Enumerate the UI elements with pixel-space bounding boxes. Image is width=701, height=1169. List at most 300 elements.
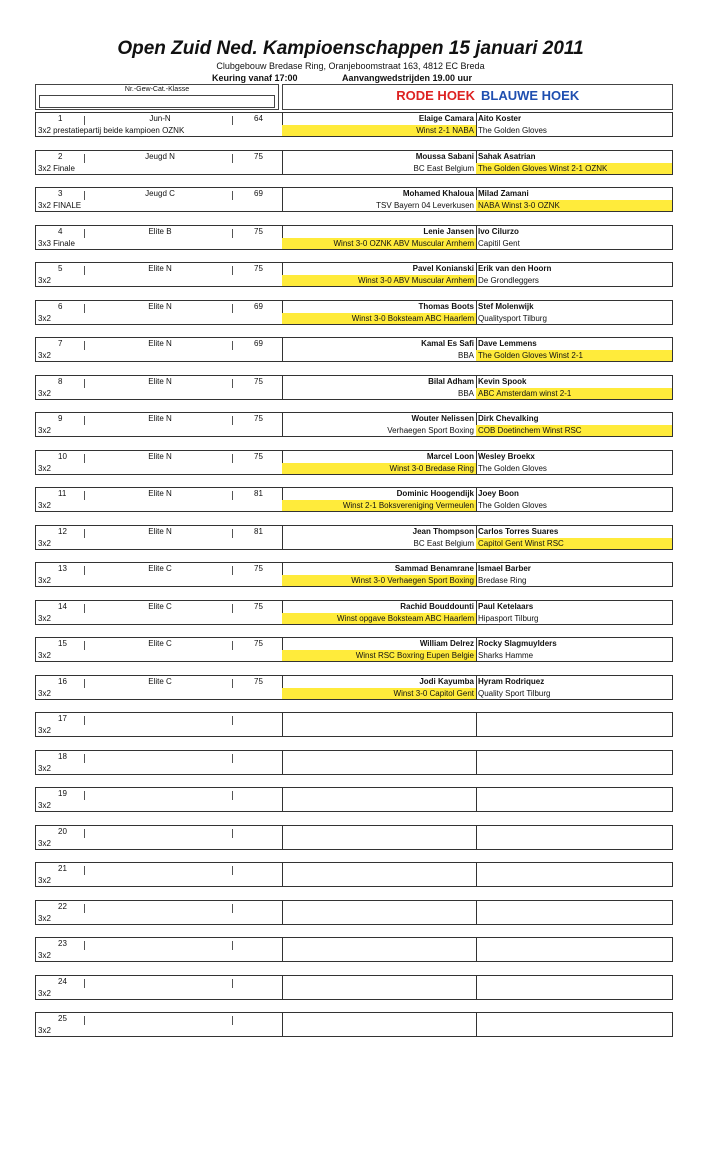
bout-number: 7 bbox=[58, 339, 63, 348]
red-corner-cell bbox=[282, 526, 477, 549]
divider-mark bbox=[232, 679, 233, 688]
bout-format: 3x2 Finale bbox=[38, 164, 75, 173]
bout-info-cell bbox=[36, 788, 283, 811]
bout-row bbox=[35, 937, 673, 962]
bout-number: 20 bbox=[58, 827, 67, 836]
red-corner-cell bbox=[282, 901, 477, 924]
divider-mark bbox=[232, 604, 233, 613]
red-boxer-name: Kamal Es Safi bbox=[421, 339, 474, 348]
blue-boxer-name: Wesley Broekx bbox=[478, 452, 535, 461]
bout-info-cell bbox=[36, 638, 283, 661]
blue-boxer-club bbox=[476, 800, 480, 811]
red-corner-cell bbox=[282, 413, 477, 436]
red-corner-cell bbox=[282, 263, 477, 286]
bout-row bbox=[35, 900, 673, 925]
divider-mark bbox=[84, 491, 85, 500]
bout-row bbox=[35, 600, 673, 625]
blue-boxer-club: De Grondleggers bbox=[478, 276, 539, 285]
bout-info-cell bbox=[36, 451, 283, 474]
red-boxer-club: Winst 3-0 OZNK ABV Muscular Arnhem bbox=[282, 238, 476, 249]
divider-mark bbox=[84, 866, 85, 875]
red-corner-cell bbox=[282, 1013, 477, 1036]
bout-info-cell bbox=[36, 713, 283, 736]
bout-category: Elite N bbox=[148, 489, 172, 498]
red-boxer-name: Marcel Loon bbox=[426, 452, 474, 461]
bout-info-cell bbox=[36, 1013, 283, 1036]
bout-number: 23 bbox=[58, 939, 67, 948]
divider-mark bbox=[84, 1016, 85, 1025]
red-boxer-club: BC East Belgium bbox=[413, 539, 474, 548]
blue-boxer-name: Paul Ketelaars bbox=[478, 602, 534, 611]
divider-mark bbox=[232, 866, 233, 875]
divider-mark bbox=[84, 229, 85, 238]
bout-category: Elite N bbox=[148, 302, 172, 311]
bout-format: 3x2 bbox=[38, 1026, 51, 1035]
columns-label: Nr.-Gew-Cat.-Klasse bbox=[124, 86, 190, 93]
bout-category: Jeugd N bbox=[145, 152, 175, 161]
bout-number: 25 bbox=[58, 1014, 67, 1023]
bout-format: 3x2 bbox=[38, 951, 51, 960]
bout-info-cell bbox=[36, 188, 283, 211]
divider-mark bbox=[84, 641, 85, 650]
red-corner-cell bbox=[282, 751, 477, 774]
bout-row bbox=[35, 862, 673, 887]
bout-number: 6 bbox=[58, 302, 63, 311]
bout-format: 3x3 Finale bbox=[38, 239, 75, 248]
bout-info-cell bbox=[36, 601, 283, 624]
red-corner-cell bbox=[282, 638, 477, 661]
bout-category: Elite N bbox=[148, 264, 172, 273]
red-corner-cell bbox=[282, 601, 477, 624]
bout-number: 16 bbox=[58, 677, 67, 686]
divider-mark bbox=[84, 116, 85, 125]
bout-category: Elite C bbox=[148, 677, 172, 686]
blue-boxer-name: Dirk Chevalking bbox=[478, 414, 539, 423]
blue-boxer-club: Capitil Gent bbox=[478, 239, 520, 248]
bout-info-cell bbox=[36, 413, 283, 436]
blue-boxer-name: Rocky Slagmuylders bbox=[478, 639, 557, 648]
red-boxer-club: BC East Belgium bbox=[413, 164, 474, 173]
bout-info-cell bbox=[36, 226, 283, 249]
bout-weight: 75 bbox=[254, 377, 263, 386]
divider-mark bbox=[232, 229, 233, 238]
red-boxer-name: Lenie Jansen bbox=[423, 227, 474, 236]
red-boxer-name: Elaige Camara bbox=[418, 114, 474, 123]
bout-format: 3x2 bbox=[38, 464, 51, 473]
blue-boxer-club bbox=[476, 1025, 480, 1036]
red-boxer-club: Verhaegen Sport Boxing bbox=[387, 426, 474, 435]
blue-boxer-club bbox=[476, 838, 480, 849]
divider-mark bbox=[232, 979, 233, 988]
bout-number: 17 bbox=[58, 714, 67, 723]
bout-weight: 69 bbox=[254, 189, 263, 198]
bout-category: Elite N bbox=[148, 414, 172, 423]
red-boxer-club: Winst opgave Boksteam ABC Haarlem bbox=[282, 613, 476, 624]
blue-corner-cell bbox=[476, 488, 672, 511]
blue-boxer-club: Hipasport Tilburg bbox=[478, 614, 539, 623]
blue-boxer-name: Ivo Cilurzo bbox=[478, 227, 519, 236]
red-corner-cell bbox=[282, 976, 477, 999]
divider-mark bbox=[84, 904, 85, 913]
bout-category: Elite C bbox=[148, 639, 172, 648]
bout-row bbox=[35, 262, 673, 287]
red-boxer-club: TSV Bayern 04 Leverkusen bbox=[376, 201, 474, 210]
bout-number: 13 bbox=[58, 564, 67, 573]
bout-row bbox=[35, 487, 673, 512]
bout-category: Elite C bbox=[148, 564, 172, 573]
blue-boxer-name: Stef Molenwijk bbox=[478, 302, 534, 311]
bout-number: 2 bbox=[58, 152, 63, 161]
bout-category: Elite N bbox=[148, 527, 172, 536]
blue-boxer-club: NABA Winst 3-0 OZNK bbox=[476, 200, 672, 211]
red-corner-cell bbox=[282, 938, 477, 961]
bout-format: 3x2 prestatiepartij beide kampioen OZNK bbox=[38, 126, 185, 135]
bout-format: 3x2 bbox=[38, 389, 51, 398]
divider-mark bbox=[84, 304, 85, 313]
blue-boxer-club: Capitol Gent Winst RSC bbox=[476, 538, 672, 549]
bout-info-cell bbox=[36, 376, 283, 399]
red-boxer-club: BBA bbox=[457, 389, 474, 398]
red-boxer-name: Mohamed Khaloua bbox=[402, 189, 474, 198]
bout-row bbox=[35, 150, 673, 175]
blue-corner-cell bbox=[476, 601, 672, 624]
red-corner-cell bbox=[282, 563, 477, 586]
blue-corner-cell bbox=[476, 263, 672, 286]
bout-row bbox=[35, 712, 673, 737]
divider-mark bbox=[232, 791, 233, 800]
red-corner-cell bbox=[282, 113, 477, 136]
bout-format: 3x2 bbox=[38, 351, 51, 360]
red-boxer-club: BBA bbox=[457, 351, 474, 360]
blue-boxer-club: ABC Amsterdam winst 2-1 bbox=[476, 388, 672, 399]
red-corner-cell bbox=[282, 301, 477, 324]
bout-info-cell bbox=[36, 301, 283, 324]
red-boxer-name: Wouter Nelissen bbox=[411, 414, 474, 423]
divider-mark bbox=[84, 829, 85, 838]
blue-boxer-club: The Golden Gloves Winst 2-1 bbox=[476, 350, 672, 361]
bout-format: 3x2 bbox=[38, 276, 51, 285]
bout-weight: 75 bbox=[254, 639, 263, 648]
blue-boxer-name: Ismael Barber bbox=[478, 564, 531, 573]
bout-number: 1 bbox=[58, 114, 63, 123]
blue-corner-cell bbox=[476, 638, 672, 661]
red-corner-heading: RODE HOEK bbox=[396, 88, 475, 103]
bout-info-cell bbox=[36, 263, 283, 286]
divider-mark bbox=[84, 791, 85, 800]
divider-mark bbox=[232, 304, 233, 313]
blue-corner-cell bbox=[476, 226, 672, 249]
bout-category: Jun-N bbox=[149, 114, 171, 123]
bout-category: Jeugd C bbox=[145, 189, 175, 198]
divider-mark bbox=[84, 754, 85, 763]
blue-corner-heading: BLAUWE HOEK bbox=[481, 88, 580, 103]
blue-boxer-club: Bredase Ring bbox=[478, 576, 527, 585]
bout-category: Elite N bbox=[148, 452, 172, 461]
bout-info-cell bbox=[36, 938, 283, 961]
divider-mark bbox=[232, 266, 233, 275]
blue-corner-cell bbox=[476, 713, 672, 736]
bout-format: 3x2 bbox=[38, 576, 51, 585]
divider-mark bbox=[232, 904, 233, 913]
blue-corner-cell bbox=[476, 826, 672, 849]
blue-boxer-club: COB Doetinchem Winst RSC bbox=[476, 425, 672, 436]
divider-mark bbox=[232, 941, 233, 950]
blue-corner-cell bbox=[476, 301, 672, 324]
bout-row bbox=[35, 637, 673, 662]
bout-info-cell bbox=[36, 826, 283, 849]
red-corner-cell bbox=[282, 488, 477, 511]
bout-row bbox=[35, 375, 673, 400]
bout-row bbox=[35, 750, 673, 775]
divider-mark bbox=[232, 529, 233, 538]
divider-mark bbox=[232, 1016, 233, 1025]
red-boxer-name: William Delrez bbox=[419, 639, 474, 648]
divider-mark bbox=[232, 566, 233, 575]
divider-mark bbox=[232, 716, 233, 725]
bout-format: 3x2 bbox=[38, 726, 51, 735]
bout-weight: 75 bbox=[254, 677, 263, 686]
divider-mark bbox=[232, 416, 233, 425]
bout-row bbox=[35, 675, 673, 700]
divider-mark bbox=[232, 379, 233, 388]
blue-boxer-club bbox=[476, 725, 480, 736]
blue-boxer-club: The Golden Gloves bbox=[478, 126, 547, 135]
red-corner-cell bbox=[282, 863, 477, 886]
columns-header-box bbox=[39, 95, 275, 108]
blue-boxer-name: Dave Lemmens bbox=[478, 339, 537, 348]
blue-boxer-club bbox=[476, 913, 480, 924]
bout-weight: 75 bbox=[254, 227, 263, 236]
start-time: Aanvangwedstrijden 19.00 uur bbox=[342, 73, 473, 83]
red-corner-cell bbox=[282, 338, 477, 361]
bout-row bbox=[35, 225, 673, 250]
bout-weight: 75 bbox=[254, 452, 263, 461]
page-title: Open Zuid Ned. Kampioenschappen 15 januari 2011 bbox=[117, 38, 584, 59]
divider-mark bbox=[84, 154, 85, 163]
blue-boxer-name: Kevin Spook bbox=[478, 377, 527, 386]
blue-corner-cell bbox=[476, 376, 672, 399]
bout-number: 12 bbox=[58, 527, 67, 536]
blue-boxer-club bbox=[476, 950, 480, 961]
bout-format: 3x2 bbox=[38, 651, 51, 660]
blue-corner-cell bbox=[476, 901, 672, 924]
blue-corner-cell bbox=[476, 563, 672, 586]
bout-weight: 69 bbox=[254, 302, 263, 311]
divider-mark bbox=[84, 941, 85, 950]
bout-info-cell bbox=[36, 976, 283, 999]
blue-corner-cell bbox=[476, 938, 672, 961]
red-corner-cell bbox=[282, 451, 477, 474]
blue-corner-cell bbox=[476, 151, 672, 174]
blue-boxer-name: Aito Koster bbox=[478, 114, 522, 123]
bout-format: 3x2 FINALE bbox=[38, 201, 82, 210]
red-boxer-name: Moussa Sabani bbox=[415, 152, 474, 161]
red-boxer-name: Pavel Konianski bbox=[412, 264, 474, 273]
blue-boxer-club: The Golden Gloves bbox=[478, 464, 547, 473]
bout-number: 5 bbox=[58, 264, 63, 273]
blue-boxer-club: Qualitysport Tilburg bbox=[478, 314, 547, 323]
red-boxer-name: Dominic Hoogendijk bbox=[396, 489, 474, 498]
bout-category: Elite N bbox=[148, 377, 172, 386]
bout-info-cell bbox=[36, 338, 283, 361]
divider-mark bbox=[232, 829, 233, 838]
bout-format: 3x2 bbox=[38, 501, 51, 510]
divider-mark bbox=[84, 979, 85, 988]
bout-row bbox=[35, 300, 673, 325]
red-boxer-name: Jodi Kayumba bbox=[419, 677, 474, 686]
bout-number: 19 bbox=[58, 789, 67, 798]
red-boxer-club: Winst 3-0 Verhaegen Sport Boxing bbox=[282, 575, 476, 586]
bout-row bbox=[35, 825, 673, 850]
divider-mark bbox=[84, 716, 85, 725]
red-boxer-name: Bilal Adham bbox=[428, 377, 474, 386]
bout-row bbox=[35, 112, 673, 137]
red-boxer-club: Winst 3-0 Bredase Ring bbox=[282, 463, 476, 474]
columns-header bbox=[35, 84, 279, 110]
bout-format: 3x2 bbox=[38, 314, 51, 323]
bout-weight: 75 bbox=[254, 264, 263, 273]
bout-number: 18 bbox=[58, 752, 67, 761]
red-corner-cell bbox=[282, 788, 477, 811]
divider-mark bbox=[232, 116, 233, 125]
red-boxer-club: Winst 3-0 ABV Muscular Arnhem bbox=[282, 275, 476, 286]
blue-boxer-club: Quality Sport Tilburg bbox=[478, 689, 551, 698]
bout-info-cell bbox=[36, 863, 283, 886]
bout-category: Elite N bbox=[148, 339, 172, 348]
bout-weight: 64 bbox=[254, 114, 263, 123]
blue-corner-cell bbox=[476, 113, 672, 136]
red-corner-cell bbox=[282, 376, 477, 399]
bout-info-cell bbox=[36, 488, 283, 511]
blue-boxer-name: Joey Boon bbox=[478, 489, 519, 498]
red-boxer-club: Winst 2-1 NABA bbox=[282, 125, 476, 136]
blue-corner-cell bbox=[476, 788, 672, 811]
red-corner-cell bbox=[282, 226, 477, 249]
bout-row bbox=[35, 975, 673, 1000]
blue-boxer-club: Sharks Hamme bbox=[478, 651, 534, 660]
bout-number: 10 bbox=[58, 452, 67, 461]
blue-corner-cell bbox=[476, 451, 672, 474]
blue-boxer-name: Hyram Rodriquez bbox=[478, 677, 545, 686]
divider-mark bbox=[232, 454, 233, 463]
bout-number: 14 bbox=[58, 602, 67, 611]
bout-number: 3 bbox=[58, 189, 63, 198]
bout-format: 3x2 bbox=[38, 989, 51, 998]
blue-boxer-club: The Golden Gloves Winst 2-1 OZNK bbox=[476, 163, 672, 174]
blue-corner-cell bbox=[476, 338, 672, 361]
bout-category: Elite C bbox=[148, 602, 172, 611]
red-boxer-club: Winst RSC Boxring Eupen Belgie bbox=[282, 650, 476, 661]
divider-mark bbox=[232, 191, 233, 200]
divider-mark bbox=[232, 154, 233, 163]
bout-number: 11 bbox=[58, 489, 67, 498]
divider-mark bbox=[84, 566, 85, 575]
bout-format: 3x2 bbox=[38, 426, 51, 435]
red-corner-cell bbox=[282, 713, 477, 736]
blue-corner-cell bbox=[476, 751, 672, 774]
bout-weight: 75 bbox=[254, 602, 263, 611]
blue-boxer-club bbox=[476, 988, 480, 999]
bout-weight: 75 bbox=[254, 564, 263, 573]
blue-corner-cell bbox=[476, 676, 672, 699]
bout-format: 3x2 bbox=[38, 614, 51, 623]
blue-boxer-club bbox=[476, 875, 480, 886]
bout-info-cell bbox=[36, 113, 283, 136]
bout-weight: 75 bbox=[254, 414, 263, 423]
bout-row bbox=[35, 337, 673, 362]
red-boxer-name: Thomas Boots bbox=[418, 302, 474, 311]
bout-category: Elite B bbox=[148, 227, 172, 236]
venue-address: Clubgebouw Bredase Ring, Oranjeboomstraat 163, 4812 EC Breda bbox=[216, 61, 485, 71]
bout-row bbox=[35, 562, 673, 587]
divider-mark bbox=[84, 191, 85, 200]
bout-row bbox=[35, 1012, 673, 1037]
red-corner-cell bbox=[282, 188, 477, 211]
blue-boxer-club: The Golden Gloves bbox=[478, 501, 547, 510]
bout-weight: 75 bbox=[254, 152, 263, 161]
bout-number: 8 bbox=[58, 377, 63, 386]
blue-boxer-name: Sahak Asatrian bbox=[478, 152, 536, 161]
blue-corner-cell bbox=[476, 863, 672, 886]
bout-row bbox=[35, 187, 673, 212]
bout-number: 15 bbox=[58, 639, 67, 648]
bout-weight: 81 bbox=[254, 527, 263, 536]
red-corner-cell bbox=[282, 826, 477, 849]
bout-info-cell bbox=[36, 751, 283, 774]
bout-format: 3x2 bbox=[38, 801, 51, 810]
red-corner-cell bbox=[282, 151, 477, 174]
bout-format: 3x2 bbox=[38, 539, 51, 548]
divider-mark bbox=[84, 379, 85, 388]
divider-mark bbox=[84, 416, 85, 425]
blue-boxer-club bbox=[476, 763, 480, 774]
bout-info-cell bbox=[36, 676, 283, 699]
blue-corner-cell bbox=[476, 1013, 672, 1036]
divider-mark bbox=[84, 679, 85, 688]
blue-corner-cell bbox=[476, 976, 672, 999]
bout-number: 4 bbox=[58, 227, 63, 236]
bout-row bbox=[35, 525, 673, 550]
divider-mark bbox=[232, 491, 233, 500]
divider-mark bbox=[84, 266, 85, 275]
blue-corner-cell bbox=[476, 526, 672, 549]
bout-info-cell bbox=[36, 151, 283, 174]
bout-info-cell bbox=[36, 526, 283, 549]
red-boxer-name: Jean Thompson bbox=[412, 527, 474, 536]
red-corner-cell bbox=[282, 676, 477, 699]
bout-format: 3x2 bbox=[38, 839, 51, 848]
divider-mark bbox=[84, 341, 85, 350]
bout-number: 24 bbox=[58, 977, 67, 986]
bout-info-cell bbox=[36, 563, 283, 586]
divider-mark bbox=[84, 604, 85, 613]
bout-weight: 81 bbox=[254, 489, 263, 498]
bout-row bbox=[35, 450, 673, 475]
bout-format: 3x2 bbox=[38, 764, 51, 773]
bout-weight: 69 bbox=[254, 339, 263, 348]
red-boxer-name: Rachid Bouddounti bbox=[400, 602, 474, 611]
red-boxer-club: Winst 3-0 Boksteam ABC Haarlem bbox=[282, 313, 476, 324]
bout-number: 22 bbox=[58, 902, 67, 911]
divider-mark bbox=[84, 454, 85, 463]
divider-mark bbox=[232, 341, 233, 350]
bout-format: 3x2 bbox=[38, 914, 51, 923]
bout-row bbox=[35, 412, 673, 437]
blue-corner-cell bbox=[476, 413, 672, 436]
bout-number: 9 bbox=[58, 414, 63, 423]
bout-format: 3x2 bbox=[38, 689, 51, 698]
blue-corner-cell bbox=[476, 188, 672, 211]
